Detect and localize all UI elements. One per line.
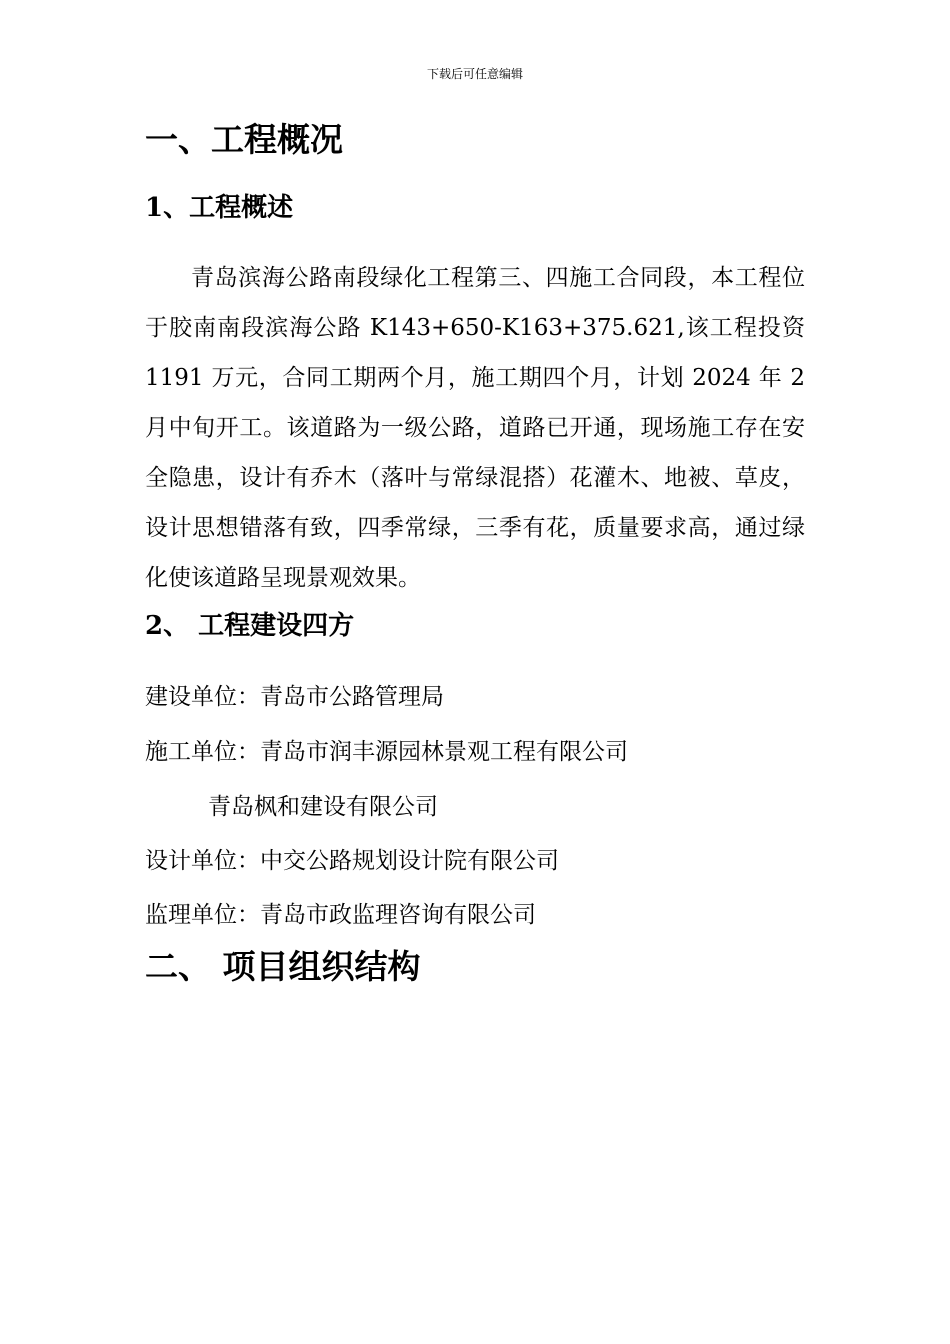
section-2-heading: 二、 项目组织结构 bbox=[145, 947, 421, 986]
owner-unit-line: 建设单位：青岛市公路管理局 bbox=[145, 684, 444, 710]
project-overview-paragraph: 青岛滨海公路南段绿化工程第三、四施工合同段，本工程位于胶南南段滨海公路 K143+650-K163+375.621,该工程投资 1191 万元，合同工期两个月，施工期四个月，计划 2024 年 2 月中旬开工。该道路为一级公路，道路已开通，现场施工存在安全隐患，设计有乔木（落叶与常绿混搭）花灌木、地被、草皮，设计思想错落有致，四季常绿，三季有花，质量要求高，通过绿化使该道路呈现景观效果。 bbox=[145, 265, 805, 591]
subsection-1-heading: 1、工程概述 bbox=[145, 193, 294, 223]
page-header-note: 下载后可任意编辑 bbox=[426, 67, 523, 81]
design-unit-line: 设计单位：中交公路规划设计院有限公司 bbox=[145, 848, 559, 874]
contractor-unit-line: 施工单位：青岛市润丰源园林景观工程有限公司 bbox=[145, 739, 628, 765]
section-1-heading: 一、工程概况 bbox=[145, 120, 343, 159]
supervision-unit-line: 监理单位：青岛市政监理咨询有限公司 bbox=[145, 902, 536, 928]
subsection-2-heading: 2、 工程建设四方 bbox=[145, 611, 355, 641]
contractor-unit-line-2: 青岛枫和建设有限公司 bbox=[208, 794, 438, 820]
